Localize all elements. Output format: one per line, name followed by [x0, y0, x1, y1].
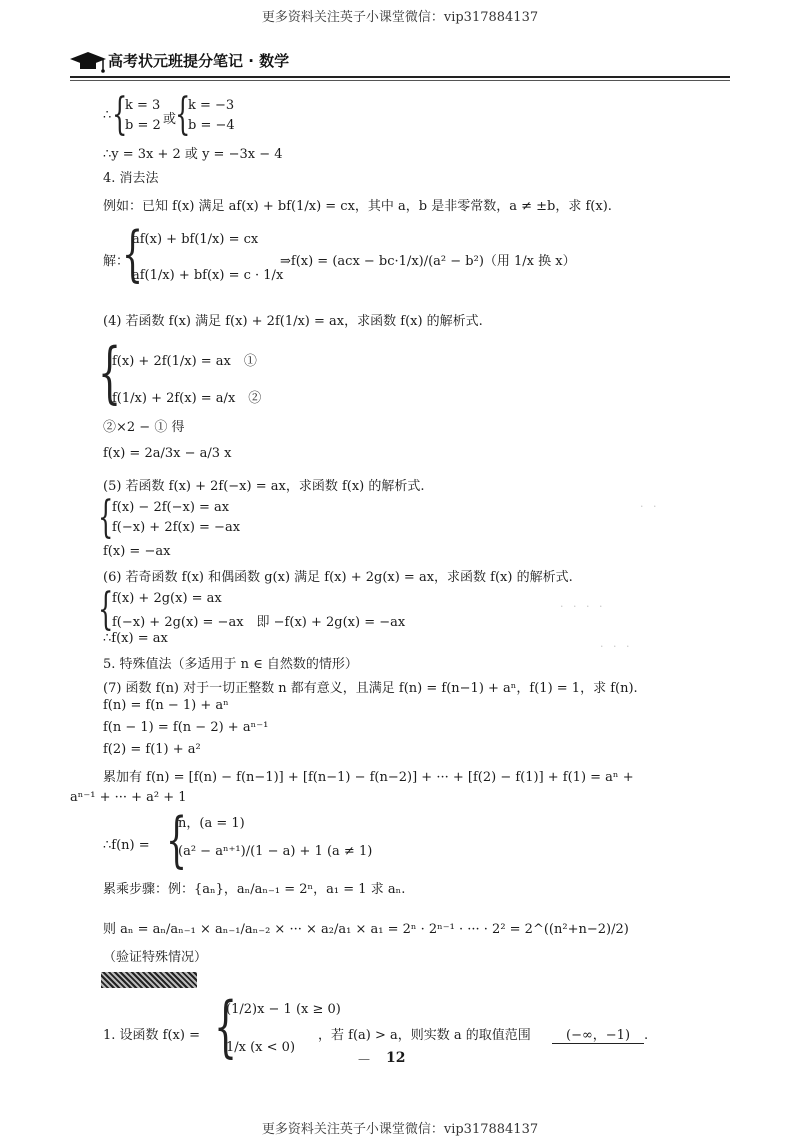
solution-label: 解：: [103, 254, 130, 269]
system-line: (1/2)x − 1 (x ≥ 0): [226, 1002, 341, 1017]
problem-line: (6) 若奇函数 f(x) 和偶函数 g(x) 满足 f(x) + 2g(x) = ax，求函数 f(x) 的解析式.: [103, 570, 573, 585]
exercise-stamp: [101, 972, 197, 988]
scan-noise: · · ·: [600, 640, 633, 653]
problem-line: (4) 若函数 f(x) 满足 f(x) + 2f(1/x) = ax，求函数 f(x) 的解析式.: [103, 314, 483, 329]
system-line: f(−x) + 2f(x) = −ax: [112, 520, 241, 535]
text-line: 累乘步骤：例：{aₙ}，aₙ/aₙ₋₁ = 2ⁿ，a₁ = 1 求 aₙ.: [103, 882, 406, 897]
system-line: 1/x (x < 0): [226, 1040, 296, 1055]
problem-line: (7) 函数 f(n) 对于一切正整数 n 都有意义，且满足 f(n) = f(n−1) + aⁿ，f(1) = 1，求 f(n).: [103, 681, 638, 696]
bottom-watermark: 更多资料关注英子小课堂微信：vip317884137: [261, 1122, 539, 1137]
page-dash: —: [358, 1052, 370, 1066]
brace: {: [122, 219, 144, 289]
section-heading: 4. 消去法: [103, 171, 159, 186]
graduation-cap-icon: [70, 52, 106, 74]
text-line: ∴f(n) =: [103, 838, 150, 853]
brace: {: [112, 89, 128, 140]
text-line: f(2) = f(1) + a²: [103, 742, 201, 757]
system-line: f(1/x) + 2f(x) = a/x ②: [112, 391, 262, 406]
text-line: 则 aₙ = aₙ/aₙ₋₁ × aₙ₋₁/aₙ₋₂ × ··· × a₂/a₁ × a₁ = 2ⁿ · 2ⁿ⁻¹ · ··· · 2² = 2^((n²+n−2)/2): [103, 922, 629, 937]
therefore-symbol: ∴: [103, 108, 112, 123]
scan-noise: · · · ·: [560, 600, 606, 613]
or-text: 或: [163, 112, 177, 127]
problem-line: (5) 若函数 f(x) + 2f(−x) = ax，求函数 f(x) 的解析式.: [103, 479, 425, 494]
result-line: ⇒f(x) = (acx − bc·1/x)/(a² − b²)（用 1/x 换 x）: [280, 254, 576, 269]
brace: {: [98, 492, 114, 543]
text-line: ∴f(x) = ax: [103, 631, 168, 646]
header-rule: [70, 76, 730, 78]
page-number: 12: [386, 1050, 406, 1066]
text-line: 累加有 f(n) = [f(n) − f(n−1)] + [f(n−1) − f(n−2)] + ··· + [f(2) − f(1)] + f(1) = aⁿ +: [103, 770, 634, 785]
system-line: (a² − aⁿ⁺¹)/(1 − a) + 1 (a ≠ 1): [178, 844, 373, 859]
scan-noise: · ·: [640, 500, 660, 513]
system-line: b = −4: [188, 118, 235, 133]
top-watermark: 更多资料关注英子小课堂微信：vip317884137: [261, 10, 539, 25]
brace: {: [214, 988, 238, 1065]
system-line: b = 2: [125, 118, 161, 133]
text-line: ②×2 − ① 得: [103, 420, 185, 435]
system-line: af(x) + bf(1/x) = cx: [132, 232, 259, 247]
text-line: f(n) = f(n − 1) + aⁿ: [103, 698, 229, 713]
exercise-line: ，若 f(a) > a，则实数 a 的取值范围: [318, 1028, 531, 1043]
answer-blank: (−∞，−1) .: [552, 1024, 648, 1044]
answer-value: (−∞，−1): [552, 1024, 644, 1044]
system-line: f(x) + 2g(x) = ax: [112, 591, 222, 606]
brace: {: [166, 805, 188, 875]
system-line: n，(a = 1): [178, 816, 245, 831]
text-line: ∴y = 3x + 2 或 y = −3x − 4: [103, 147, 283, 162]
text-line: （验证特殊情况）: [103, 950, 208, 965]
text-line: f(n − 1) = f(n − 2) + aⁿ⁻¹: [103, 720, 269, 735]
text-line: 例如：已知 f(x) 满足 af(x) + bf(1/x) = cx，其中 a，b 是非零常数，a ≠ ±b，求 f(x).: [103, 199, 612, 214]
text-line: f(x) = 2a/3x − a/3 x: [103, 446, 232, 461]
header-title: 高考状元班提分笔记 · 数学: [108, 52, 290, 70]
system-line: k = 3: [125, 98, 161, 113]
section-heading: 5. 特殊值法（多适用于 n ∈ 自然数的情形）: [103, 657, 358, 672]
header-rule-thin: [70, 80, 730, 81]
system-line: f(x) + 2f(1/x) = ax ①: [112, 354, 257, 369]
brace: {: [98, 334, 122, 411]
system-line: f(−x) + 2g(x) = −ax 即 −f(x) + 2g(x) = −ax: [112, 615, 406, 630]
brace: {: [175, 89, 191, 140]
text-line: f(x) = −ax: [103, 544, 171, 559]
brace: {: [98, 584, 114, 635]
system-line: af(1/x) + bf(x) = c · 1/x: [132, 268, 284, 283]
exercise-line: 1. 设函数 f(x) =: [103, 1028, 200, 1043]
text-line: aⁿ⁻¹ + ··· + a² + 1: [70, 790, 187, 805]
system-line: k = −3: [188, 98, 235, 113]
system-line: f(x) − 2f(−x) = ax: [112, 500, 230, 515]
